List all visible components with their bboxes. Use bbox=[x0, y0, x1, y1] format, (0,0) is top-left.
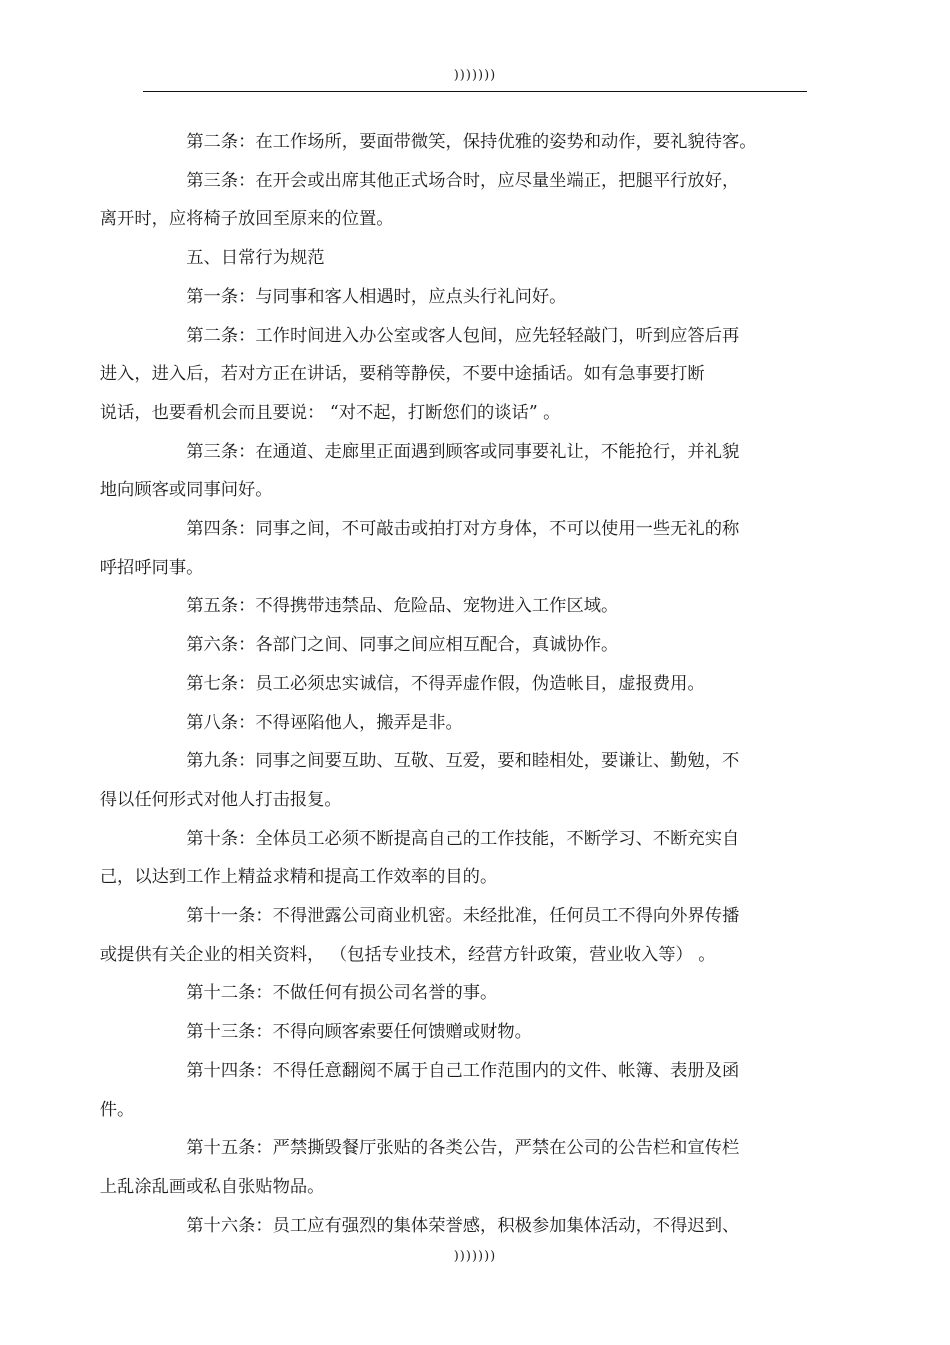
text-line: 第二条：在工作场所，要面带微笑，保持优雅的姿势和动作，要礼貌待客。 bbox=[186, 132, 757, 152]
text-line: 第十五条：严禁撕毁餐厅张贴的各类公告，严禁在公司的公告栏和宣传栏 bbox=[186, 1138, 740, 1159]
text-line: 呼招呼同事。 bbox=[99, 557, 204, 578]
text-line: 第十四条：不得任意翻阅不属于自己工作范围内的文件、帐簿、表册及函 bbox=[186, 1060, 740, 1081]
paragraph-article-6-cooperation bbox=[143, 626, 773, 665]
text-line: 得以任何形式对他人打击报复。 bbox=[99, 789, 342, 810]
paragraph-article-4-colleagues bbox=[99, 510, 773, 587]
section-heading-daily-conduct bbox=[143, 239, 773, 278]
text-line: 第九条：同事之间要互助、互敬、互爱，要和睦相处，要谦让、勤勉，不 bbox=[186, 751, 740, 772]
text-line: 第十三条：不得向顾客索要任何馈赠或财物。 bbox=[186, 1022, 532, 1043]
paragraph-article-1-greeting bbox=[143, 278, 773, 317]
text-line: 第四条：同事之间，不可敲击或拍打对方身体，不可以使用一些无礼的称 bbox=[186, 519, 740, 540]
text-line: 地向顾客或同事问好。 bbox=[99, 480, 273, 501]
paragraph-article-11-confidentiality bbox=[99, 897, 773, 974]
paragraph-article-2-entering bbox=[99, 317, 773, 433]
text-line: 第十六条：员工应有强烈的集体荣誉感，积极参加集体活动，不得迟到、 bbox=[186, 1215, 740, 1236]
text-line: 进入，进入后，若对方正在讲话，要稍等静侯，不要中途插话。如有急事要打断 bbox=[99, 364, 705, 385]
text-line: 五、日常行为规范 bbox=[186, 248, 325, 269]
text-line: 第十条：全体员工必须不断提高自己的工作技能，不断学习、不断充实自 bbox=[186, 828, 740, 849]
paragraph-article-2-workplace bbox=[143, 123, 773, 162]
paragraph-article-14-documents bbox=[99, 1052, 773, 1129]
paragraph-article-3-corridor bbox=[99, 433, 773, 510]
text-line: 第六条：各部门之间、同事之间应相互配合，真诚协作。 bbox=[186, 635, 619, 656]
text-line: 说话，也要看机会而且要说： “对不起，打断您们的谈话” 。 bbox=[99, 402, 561, 423]
text-line: 第五条：不得携带违禁品、危险品、宠物进入工作区域。 bbox=[186, 596, 619, 617]
text-line: 第一条：与同事和客人相遇时，应点头行礼问好。 bbox=[186, 286, 567, 307]
text-line: 第三条：在开会或出席其他正式场合时，应尽量坐端正，把腿平行放好， bbox=[186, 170, 740, 191]
text-line: 上乱涂乱画或私自张贴物品。 bbox=[99, 1176, 325, 1197]
text-line: 第二条：工作时间进入办公室或客人包间，应先轻轻敲门，听到应答后再 bbox=[186, 325, 740, 346]
header-divider bbox=[143, 91, 807, 92]
paragraph-article-3-meetings bbox=[99, 162, 773, 239]
paragraph-article-12-reputation bbox=[143, 974, 773, 1013]
text-line: 第三条：在通道、走廊里正面遇到顾客或同事要礼让，不能抢行，并礼貌 bbox=[186, 441, 740, 462]
text-line: 或提供有关企业的相关资料， （包括专业技术，经营方针政策，营业收入等） 。 bbox=[99, 944, 716, 965]
paragraph-article-10-skills bbox=[99, 820, 773, 897]
text-line: 己，以达到工作上精益求精和提高工作效率的目的。 bbox=[99, 867, 498, 888]
paragraph-article-9-mutual-respect bbox=[99, 742, 773, 819]
text-line: 第七条：员工必须忠实诚信，不得弄虚作假，伪造帐目，虚报费用。 bbox=[186, 673, 705, 694]
paragraph-article-13-gifts bbox=[143, 1013, 773, 1052]
paragraph-article-16-collective bbox=[143, 1207, 773, 1246]
text-line: 件。 bbox=[99, 1099, 135, 1120]
paragraph-article-7-integrity bbox=[143, 665, 773, 704]
paragraph-article-5-prohibited bbox=[143, 587, 773, 626]
page-header-mark: ))))))) bbox=[453, 68, 497, 83]
text-line: 第十一条：不得泄露公司商业机密。未经批准，任何员工不得向外界传播 bbox=[186, 906, 740, 927]
text-line: 第十二条：不做任何有损公司名誉的事。 bbox=[186, 983, 498, 1004]
paragraph-article-15-notices bbox=[99, 1129, 773, 1206]
paragraph-article-8-slander bbox=[143, 704, 773, 743]
text-line: 离开时，应将椅子放回至原来的位置。 bbox=[99, 209, 394, 230]
text-line: 第八条：不得诬陷他人，搬弄是非。 bbox=[186, 712, 463, 733]
page-footer-mark: ))))))) bbox=[453, 1249, 497, 1264]
document-body bbox=[99, 123, 773, 1245]
